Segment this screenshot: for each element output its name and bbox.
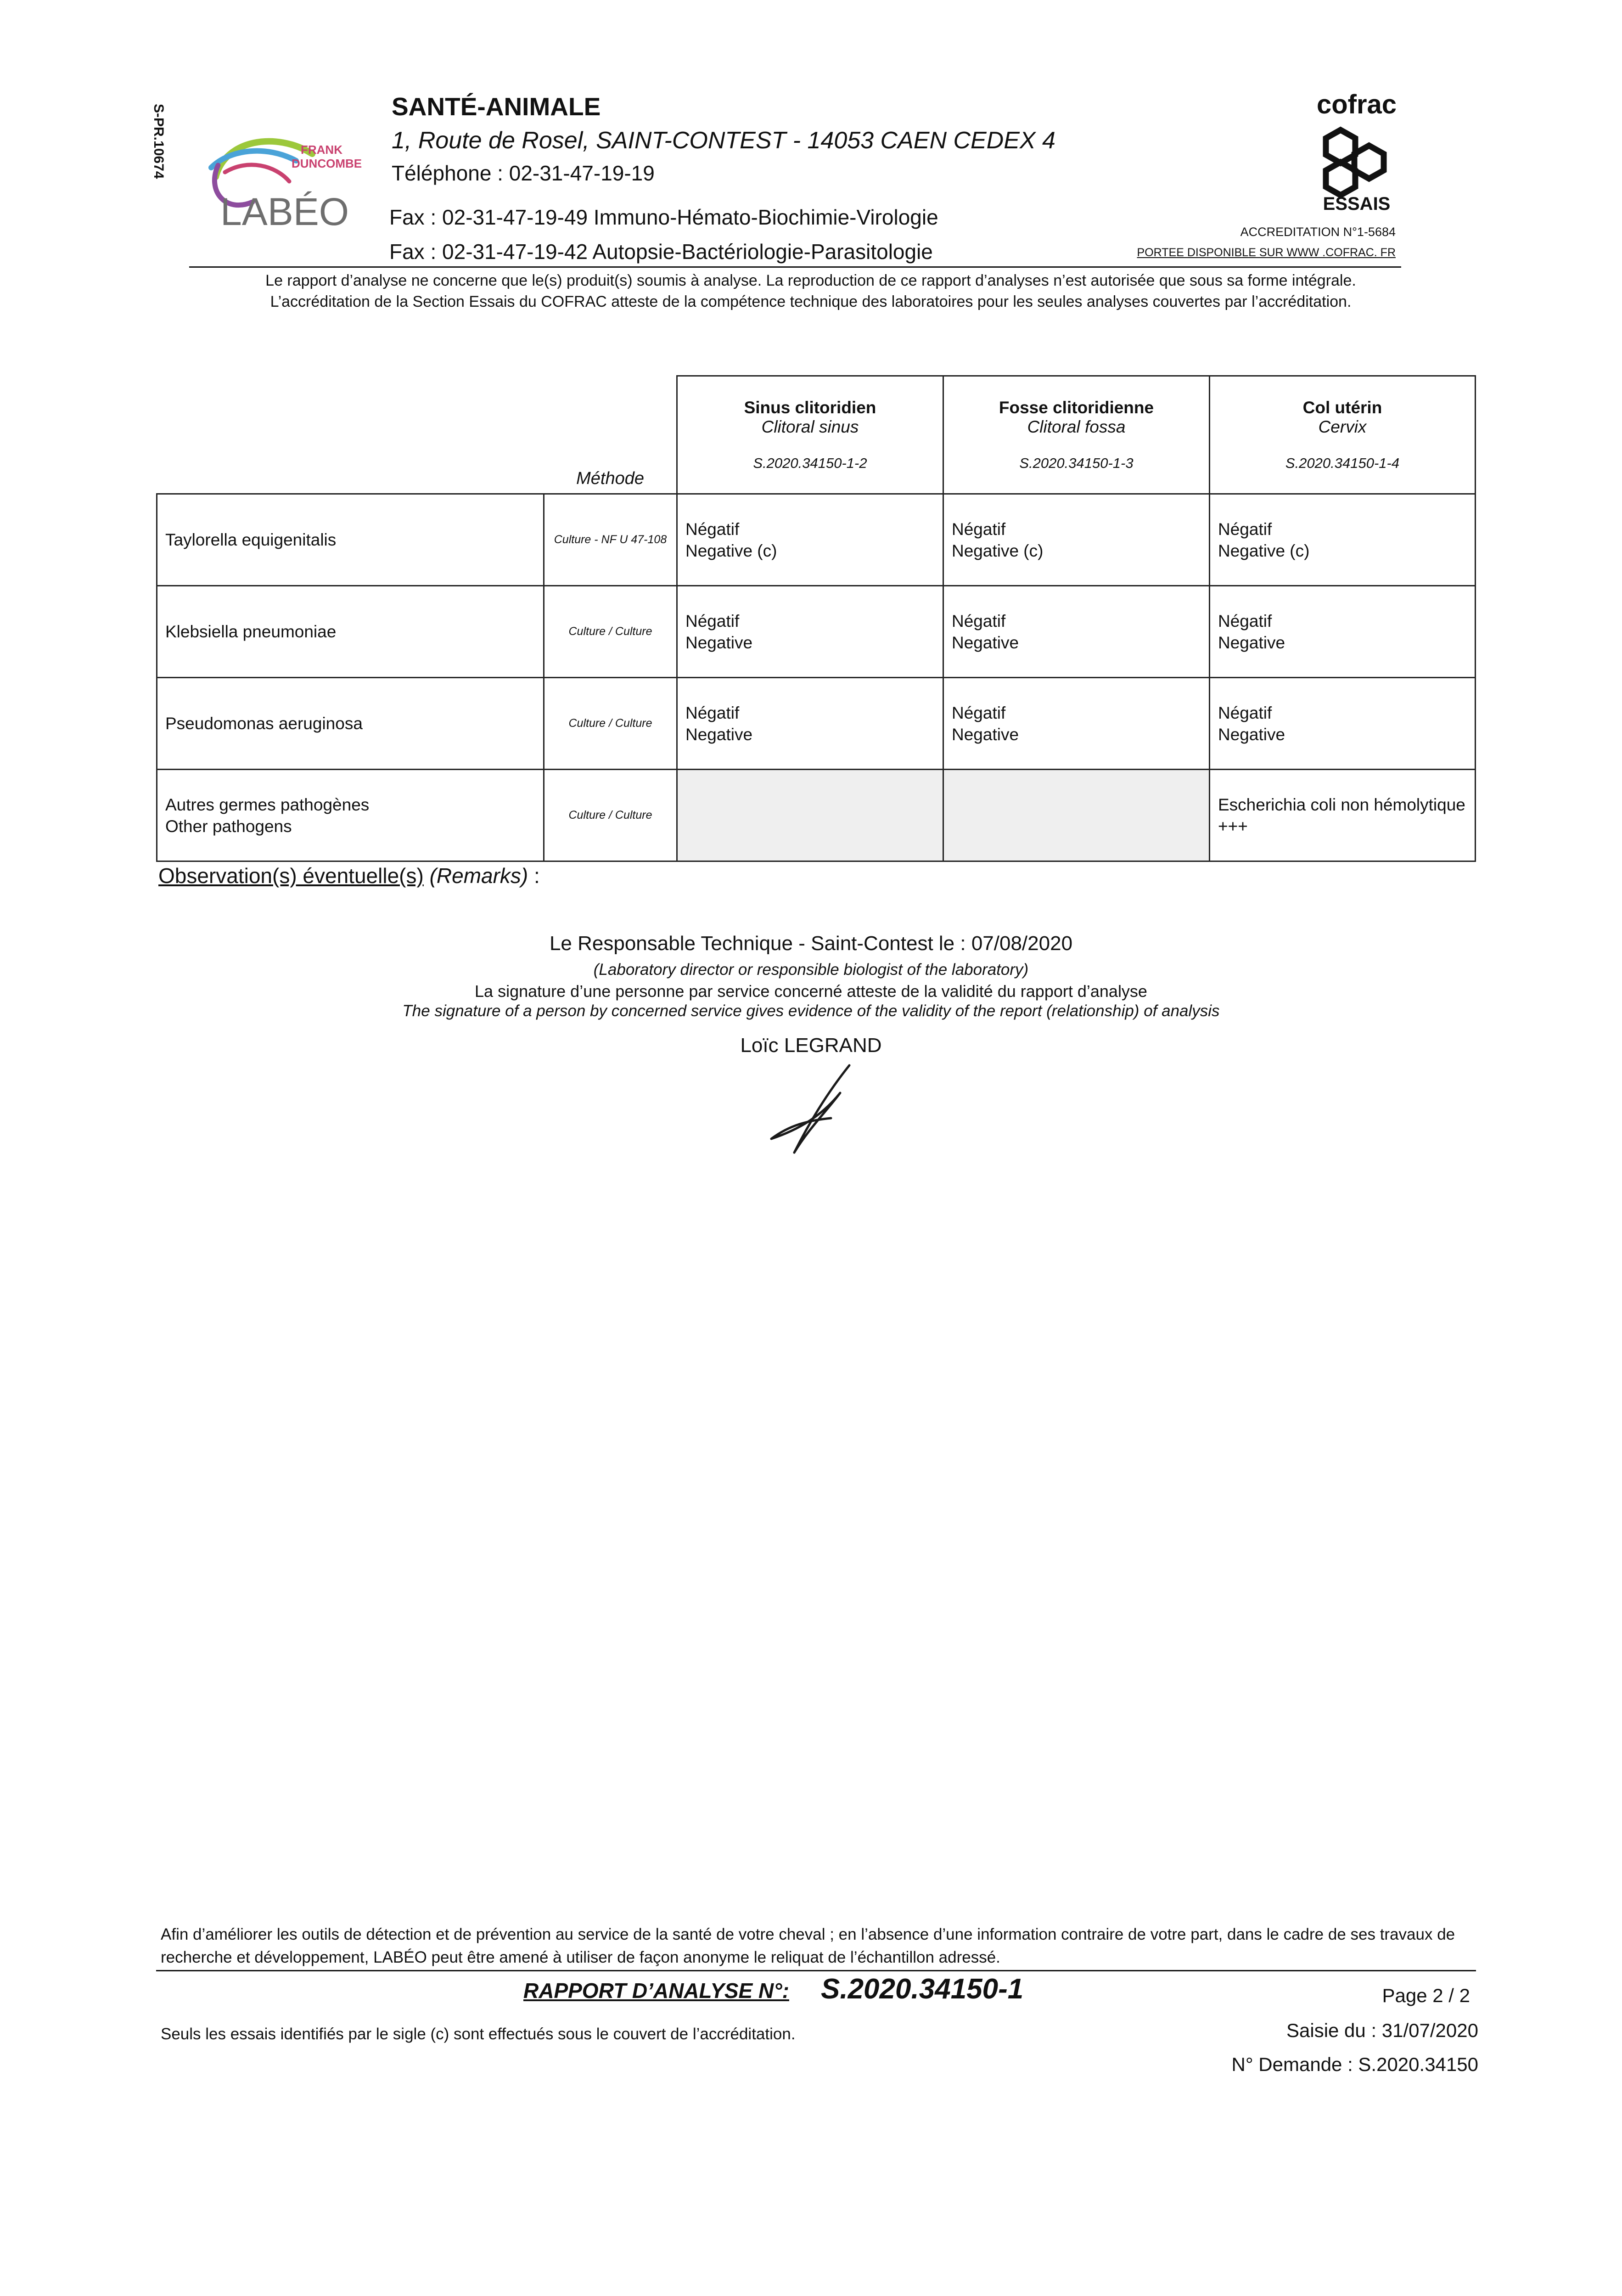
sample-ref: S.2020.34150-1-2 bbox=[753, 455, 867, 471]
lab-name: SANTÉ-ANIMALE bbox=[392, 92, 601, 121]
svg-text:cofrac: cofrac bbox=[1316, 90, 1397, 119]
signatory-name: Loïc LEGRAND bbox=[740, 1034, 882, 1057]
svg-text:LABÉO: LABÉO bbox=[220, 190, 349, 233]
accreditation-scope-note: Seuls les essais identifiés par le sigle (c) sont effectués sous le couvert de l’accréditation. bbox=[161, 2025, 796, 2043]
result-cell: Négatif Negative (c) bbox=[677, 494, 943, 586]
result-cell-empty bbox=[943, 770, 1210, 861]
sample-header bbox=[943, 376, 1210, 494]
sample-name-fr: Col utérin bbox=[1302, 398, 1382, 417]
lab-phone: Téléphone : 02-31-47-19-19 bbox=[392, 161, 655, 185]
svg-text:ESSAIS: ESSAIS bbox=[1323, 194, 1391, 214]
remarks-label-en: (Remarks) bbox=[429, 864, 528, 888]
germ-name: Taylorella equigenitalis bbox=[157, 494, 544, 586]
result-cell: Négatif Negative (c) bbox=[1210, 494, 1476, 586]
sample-ref: S.2020.34150-1-3 bbox=[1019, 455, 1134, 471]
method-cell: Culture - NF U 47-108 bbox=[544, 494, 677, 586]
table-row bbox=[157, 586, 1476, 678]
method-header: Méthode bbox=[576, 469, 644, 488]
table-row bbox=[157, 494, 1476, 586]
method-cell: Culture / Culture bbox=[544, 678, 677, 770]
method-cell: Culture / Culture bbox=[544, 770, 677, 861]
result-cell: Escherichia coli non hémolytique +++ bbox=[1210, 770, 1476, 861]
table-row bbox=[157, 678, 1476, 770]
lab-address: 1, Route de Rosel, SAINT-CONTEST - 14053 CAEN CEDEX 4 bbox=[392, 127, 1055, 154]
entry-date: Saisie du : 31/07/2020 bbox=[1286, 2020, 1478, 2041]
method-cell: Culture / Culture bbox=[544, 586, 677, 678]
results-table bbox=[156, 375, 1476, 862]
labeo-logo bbox=[197, 122, 372, 234]
cofrac-scope-link[interactable]: PORTEE DISPONIBLE SUR WWW .COFRAC. FR bbox=[1137, 246, 1396, 259]
germ-name: Klebsiella pneumoniae bbox=[157, 586, 544, 678]
table-row bbox=[157, 770, 1476, 861]
handwritten-signature bbox=[762, 1061, 863, 1162]
signature-note-fr: La signature d’une personne par service concerné atteste de la validité du rapport d’analyse bbox=[475, 982, 1147, 1001]
sample-name-en: Clitoral fossa bbox=[1027, 417, 1126, 436]
sample-header bbox=[677, 376, 943, 494]
result-cell: Négatif Negative (c) bbox=[943, 494, 1210, 586]
remarks-colon: : bbox=[528, 864, 540, 888]
result-cell: Négatif Negative bbox=[677, 678, 943, 770]
remarks bbox=[158, 863, 540, 888]
result-cell: Négatif Negative bbox=[943, 586, 1210, 678]
sample-ref: S.2020.34150-1-4 bbox=[1285, 455, 1400, 471]
lab-fax-1: Fax : 02-31-47-19-49 Immuno-Hémato-Biochimie-Virologie bbox=[389, 205, 938, 229]
signature-note-en: The signature of a person by concerned service gives evidence of the validity of the report (relationship) of analysis bbox=[402, 1002, 1220, 1020]
report-number-label: RAPPORT D’ANALYSE N°: bbox=[523, 1979, 789, 2003]
disclaimer-line-1: Le rapport d’analyse ne concerne que le(s) produit(s) soumis à analyse. La reproduction de ce rapport d’analyses n’est autorisée que sous sa forme intégrale. bbox=[265, 272, 1356, 289]
disclaimer bbox=[156, 270, 1465, 312]
lab-fax-2: Fax : 02-31-47-19-42 Autopsie-Bactériologie-Parasitologie bbox=[389, 240, 933, 264]
result-cell: Négatif Negative bbox=[1210, 586, 1476, 678]
result-cell: Négatif Negative bbox=[677, 586, 943, 678]
header-divider bbox=[189, 266, 1401, 268]
result-cell-empty bbox=[677, 770, 943, 861]
remarks-label: Observation(s) éventuelle(s) bbox=[158, 864, 424, 888]
svg-text:DUNCOMBE: DUNCOMBE bbox=[292, 157, 362, 170]
result-cell: Négatif Negative bbox=[1210, 678, 1476, 770]
svg-text:FRANK: FRANK bbox=[301, 143, 342, 157]
signature-subtitle: (Laboratory director or responsible biologist of the laboratory) bbox=[593, 961, 1029, 979]
sample-name-en: Clitoral sinus bbox=[761, 417, 859, 436]
sample-name-fr: Fosse clitoridienne bbox=[999, 398, 1154, 417]
report-number: S.2020.34150-1 bbox=[821, 1973, 1024, 2005]
germ-name: Autres germes pathogènes Other pathogens bbox=[157, 770, 544, 861]
cofrac-logo bbox=[1313, 90, 1400, 214]
signature-title: Le Responsable Technique - Saint-Contest le : 07/08/2020 bbox=[549, 932, 1073, 955]
sample-name-fr: Sinus clitoridien bbox=[744, 398, 876, 417]
footer-divider bbox=[156, 1970, 1476, 1971]
germ-name: Pseudomonas aeruginosa bbox=[157, 678, 544, 770]
request-number: N° Demande : S.2020.34150 bbox=[1231, 2054, 1478, 2075]
table-header-row bbox=[157, 376, 1476, 494]
document-code: S-PR.10674 bbox=[151, 104, 166, 179]
sample-name-en: Cervix bbox=[1318, 417, 1367, 436]
disclaimer-line-2: L’accréditation de la Section Essais du COFRAC atteste de la compétence technique des laboratoires pour les seules analyses couvertes par l’accréditation. bbox=[270, 293, 1352, 310]
sample-header bbox=[1210, 376, 1476, 494]
footer-notice: Afin d’améliorer les outils de détection et de prévention au service de la santé de votre cheval ; en l’absence d’une information contraire de votre part, dans le cadre de ses travaux de recherche et développement, LABÉO peut être amené à utiliser de façon anonyme le reliquat de l’échantillon adressé. bbox=[161, 1925, 1455, 1966]
header-blank bbox=[157, 376, 544, 494]
accreditation-number: ACCREDITATION N°1-5684 bbox=[1240, 225, 1396, 239]
page-number: Page 2 / 2 bbox=[1382, 1985, 1470, 2006]
result-cell: Négatif Negative bbox=[943, 678, 1210, 770]
